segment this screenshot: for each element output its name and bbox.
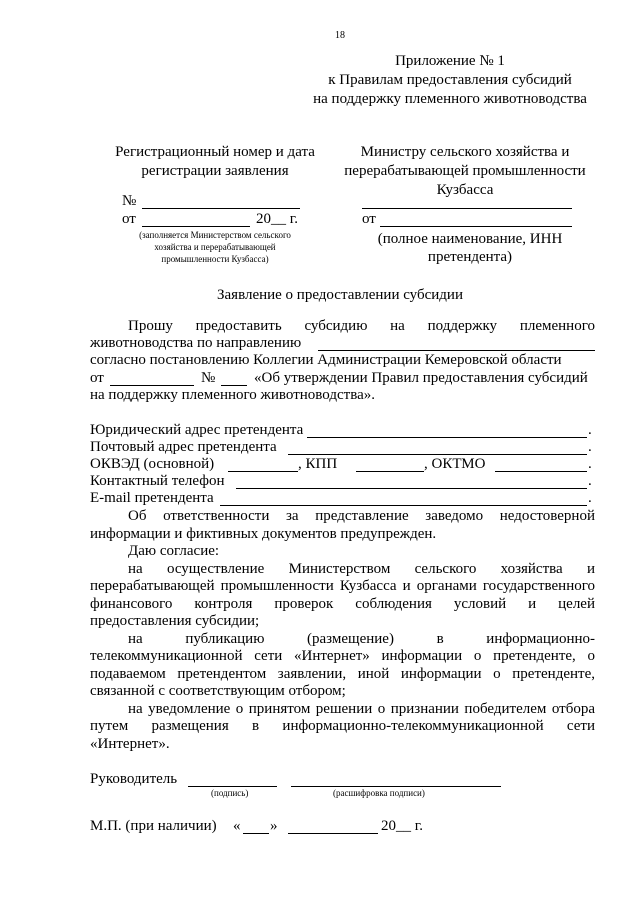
signature-caption: (подпись)	[211, 788, 249, 798]
registration-date-field[interactable]	[142, 226, 250, 227]
addressee-note	[360, 230, 580, 266]
head-label: Руководитель	[90, 771, 178, 787]
consent-text-line: подаваемом претендентом заявлении, иной информации о претенденте,	[90, 666, 595, 682]
kpp-field[interactable]	[356, 471, 424, 472]
addressee-line: Кузбасса	[436, 182, 494, 198]
consent-text-line: финансового контроля проверок соблюдения условий и целей	[90, 596, 595, 612]
addressee-heading	[330, 143, 600, 200]
consent-text-line: путем размещения в информационно-телекоммуникационной сети	[90, 718, 595, 734]
signature-field[interactable]	[188, 786, 277, 787]
registration-heading	[95, 143, 335, 181]
request-resolution-title: «Об утверждении Правил предоставления субсидий	[254, 370, 588, 386]
request-number-field[interactable]	[221, 385, 247, 386]
consent-text-line: перерабатывающей промышленности Кузбасса и органами государственного	[90, 578, 595, 594]
signature-decode-caption: (расшифровка подписи)	[333, 788, 425, 798]
request-direction-label: животноводства по направлению	[90, 335, 302, 351]
date-open-quote: «	[233, 818, 241, 834]
okved-label: ОКВЭД (основной)	[90, 456, 215, 472]
addressee-from-label: от	[362, 211, 376, 227]
registration-number-label: №	[122, 193, 137, 209]
appendix-line: на поддержку племенного животноводства	[313, 91, 587, 107]
date-year-label: 20__ г.	[381, 818, 423, 834]
request-resolution-title-end: на поддержку племенного животноводства».	[90, 387, 375, 403]
phone-field[interactable]	[236, 488, 587, 489]
addressee-from-field[interactable]	[380, 226, 572, 227]
registration-note-line: промышленности Кузбасса)	[161, 254, 269, 264]
field-end-dot: .	[588, 490, 592, 506]
kpp-label: , КПП	[298, 456, 338, 472]
addressee-name-field[interactable]	[362, 208, 572, 209]
consent-intro: Даю согласие:	[128, 543, 220, 559]
registration-heading-line: Регистрационный номер и дата	[115, 144, 315, 160]
request-word: Прошу	[128, 318, 173, 334]
appendix-header	[300, 52, 600, 109]
date-close-quote: »	[270, 818, 278, 834]
request-direction-field[interactable]	[318, 350, 595, 351]
consent-text-line: связанной с соответствующим отбором;	[90, 683, 346, 699]
request-number-label: №	[201, 370, 216, 386]
registration-number-field[interactable]	[142, 208, 300, 209]
responsibility-line: Об ответственности за представление заведомо недостоверной	[128, 508, 595, 524]
date-month-field[interactable]	[288, 833, 378, 834]
consent-text-line: на осуществление Министерством сельского хозяйства и	[128, 561, 595, 577]
registration-heading-line: регистрации заявления	[141, 163, 289, 179]
registration-note	[105, 229, 325, 265]
document-title: Заявление о предоставлении субсидии	[217, 287, 463, 303]
addressee-line: Министру сельского хозяйства и	[360, 144, 570, 160]
consent-text-line: на уведомление о принятом решении о признании победителем отбора	[128, 701, 595, 717]
request-word: поддержку	[427, 318, 498, 334]
oktmo-field[interactable]	[495, 471, 587, 472]
postal-address-label: Почтовый адрес претендента	[90, 439, 277, 455]
registration-from-label: от	[122, 211, 136, 227]
legal-address-label: Юридический адрес претендента	[90, 422, 304, 438]
responsibility-line: информации и фиктивных документов предупрежден.	[90, 526, 437, 542]
field-end-dot: .	[588, 439, 592, 455]
page-number: 18	[335, 30, 345, 41]
postal-address-field[interactable]	[288, 454, 587, 455]
field-end-dot: .	[588, 422, 592, 438]
request-resolution-line: согласно постановлению Коллегии Администрации Кемеровской области	[90, 352, 562, 368]
phone-label: Контактный телефон	[90, 473, 225, 489]
consent-text-line: предоставления субсидии;	[90, 613, 260, 629]
addressee-line: перерабатывающей промышленности	[344, 163, 586, 179]
addressee-note-line: (полное наименование, ИНН	[377, 231, 563, 247]
appendix-line: Приложение № 1	[395, 53, 505, 69]
signature-decode-field[interactable]	[291, 786, 501, 787]
okved-field[interactable]	[228, 471, 298, 472]
addressee-note-line: претендента)	[427, 249, 513, 265]
registration-note-line: (заполняется Министерством сельского	[139, 230, 291, 240]
request-date-field[interactable]	[110, 385, 194, 386]
consent-text-line: телекоммуникационной сети «Интернет» информации о претенденте, о	[90, 648, 595, 664]
email-field[interactable]	[220, 505, 587, 506]
date-day-field[interactable]	[243, 833, 269, 834]
email-label: E-mail претендента	[90, 490, 214, 506]
request-from-label: от	[90, 370, 104, 386]
legal-address-field[interactable]	[307, 437, 587, 438]
field-end-dot: .	[588, 473, 592, 489]
request-line-1	[128, 318, 595, 335]
request-word: предоставить	[195, 318, 282, 334]
consent-text-line: на публикацию (размещение) в информационно-	[128, 631, 595, 647]
appendix-line: к Правилам предоставления субсидий	[328, 72, 572, 88]
request-word: племенного	[519, 318, 595, 334]
registration-note-line: хозяйства и перерабатывающей	[154, 242, 276, 252]
consent-text-line: «Интернет».	[90, 736, 170, 752]
oktmo-label: , ОКТМО	[424, 456, 486, 472]
field-end-dot: .	[588, 456, 592, 472]
request-word: субсидию	[304, 318, 368, 334]
registration-year-label: 20__ г.	[256, 211, 298, 227]
stamp-label: М.П. (при наличии)	[90, 818, 217, 834]
request-word: на	[390, 318, 405, 334]
